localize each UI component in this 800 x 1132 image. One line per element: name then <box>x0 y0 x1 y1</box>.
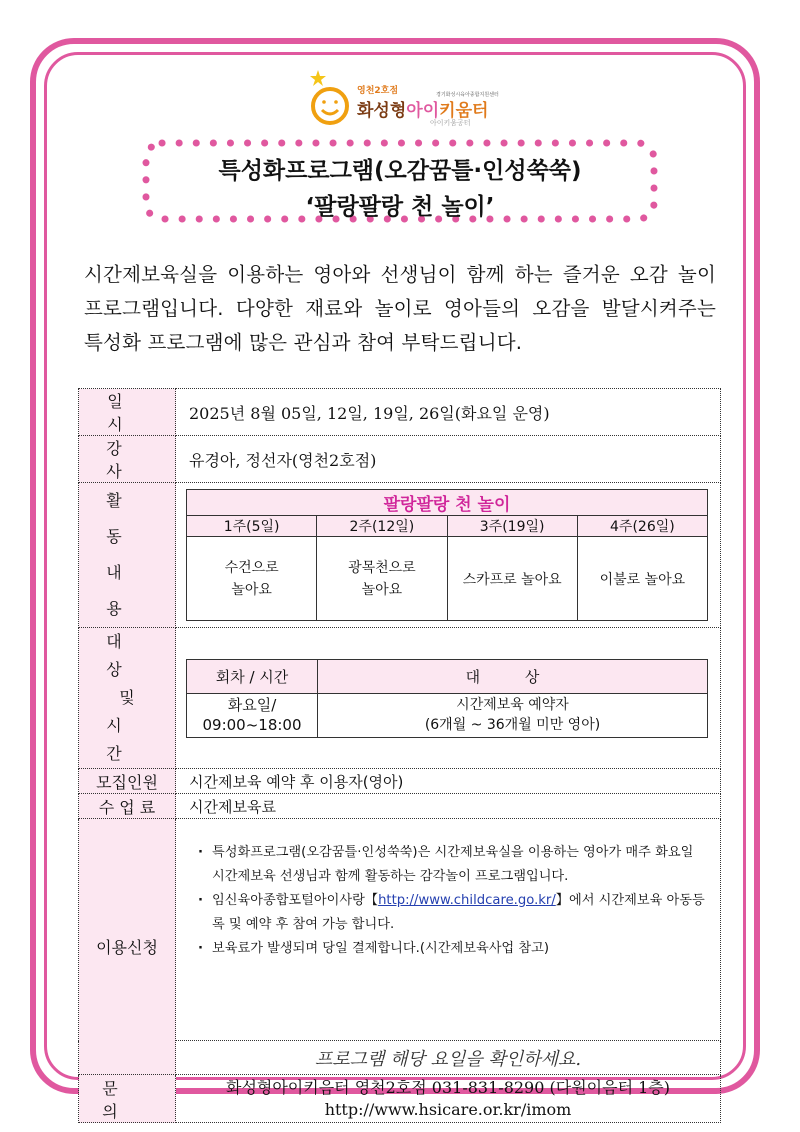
row-recruit <box>79 769 721 794</box>
target-who-line1: 시간제보육 예약자 <box>456 697 569 713</box>
apply-bullet-1 <box>186 841 708 889</box>
row-date <box>79 389 721 436</box>
row-fee <box>79 794 721 819</box>
apply-bullet-1-text: 특성화프로그램(오감꿈틀·인성쑥쑥)은 시간제보육실을 이용하는 영아가 매주 화요일 시간제보육 선생님과 함께 활동하는 감각놀이 프로그램입니다. <box>212 845 694 884</box>
contact-cell <box>176 1075 721 1123</box>
week-2-activity: 광목천으로 놀아요 <box>317 537 447 621</box>
logo-branch: 영천2호점 <box>357 86 399 96</box>
logo-name-part2: 아이 <box>406 101 440 121</box>
target-cell <box>176 628 721 769</box>
apply-bullet-2 <box>186 889 708 937</box>
logo-tagline: 아이키움공터 <box>430 119 471 127</box>
label-apply: 이용신청 <box>79 819 176 1075</box>
target-time-line1: 화요일/ <box>227 696 277 714</box>
week-1-header: 1주(5일) <box>187 516 317 537</box>
target-col2-header: 대 상 <box>318 659 708 693</box>
apply-list <box>186 841 708 961</box>
week-1-activity: 수건으로 놀아요 <box>187 537 317 621</box>
week-4-activity: 이불로 놀아요 <box>577 537 707 621</box>
activity-table-title: 팔랑팔랑 천 놀이 <box>187 490 708 516</box>
row-contact <box>79 1075 721 1123</box>
target-table <box>186 659 708 738</box>
apply-note: 프로그램 해당 요일을 확인하세요. <box>176 1041 721 1075</box>
logo-name-part3: 키움터 <box>439 101 489 121</box>
week-2-header: 2주(12일) <box>317 516 447 537</box>
label-date-text: 일 시 <box>107 392 149 434</box>
info-table <box>78 388 721 1123</box>
label-date <box>79 389 176 436</box>
label-activity-line1: 활 동 <box>106 491 148 546</box>
label-teacher-text: 강 사 <box>106 439 148 481</box>
title-line2: ‘팔랑팔랑 천 놀이’ <box>305 194 495 220</box>
label-fee <box>79 794 176 819</box>
row-activity <box>79 483 721 628</box>
label-fee-text: 수 업 료 <box>98 797 156 817</box>
target-col1-header: 회차 / 시간 <box>187 659 318 693</box>
label-teacher <box>79 436 176 483</box>
week-4-header: 4주(26일) <box>577 516 707 537</box>
week-3-header: 3주(19일) <box>447 516 577 537</box>
value-recruit: 시간제보육 예약 후 이용자(영아) <box>176 769 721 794</box>
value-date: 2025년 8월 05일, 12일, 19일, 26일(화요일 운영) <box>176 389 721 436</box>
intro-paragraph: 시간제보육실을 이용하는 영아와 선생님이 함께 하는 즐거운 오감 놀이 프로그램입니다. 다양한 재료와 놀이로 영아들의 오감을 발달시켜주는 특성화 프로그램에 많은 관심과 참여 부탁드립니다. <box>84 263 716 354</box>
target-time-line2: 09:00~18:00 <box>202 716 302 734</box>
row-target <box>79 628 721 769</box>
logo-org: 경기화성시육아종합지원센터 <box>436 92 499 98</box>
target-time <box>187 693 318 737</box>
target-who <box>318 693 708 737</box>
contact-url[interactable]: http://www.hsicare.or.kr/imom <box>324 1099 572 1119</box>
label-activity <box>79 483 176 628</box>
apply-bullet-3-text: 보육료가 발생되며 당일 결제합니다.(시간제보육사업 참고) <box>212 941 549 956</box>
apply-bullet-2-post: 】에서 시간제보육 아동등록 및 예약 후 참여 가능 합니다. <box>212 893 705 932</box>
label-target <box>79 628 176 769</box>
label-recruit: 모집인원 <box>79 769 176 794</box>
title-line1: 특성화프로그램(오감꿈틀·인성쑥쑥) <box>218 158 582 184</box>
row-apply <box>79 819 721 1041</box>
label-contact-text: 문 의 <box>102 1078 152 1121</box>
label-target-line1: 대 상 <box>106 632 148 679</box>
activity-table <box>186 489 708 621</box>
week-3-activity: 스카프로 놀아요 <box>447 537 577 621</box>
label-contact <box>79 1075 176 1123</box>
target-who-line2: (6개월 ~ 36개월 미만 영아) <box>424 717 601 733</box>
apply-bullet-2-pre: 임신육아종합포털아이사랑【 <box>212 893 379 908</box>
logo-name-part1: 화성형 <box>357 101 407 121</box>
childcare-link[interactable]: http://www.childcare.go.kr/ <box>378 893 556 908</box>
activity-cell <box>176 483 721 628</box>
label-target-line3: 시 간 <box>106 716 148 763</box>
label-target-line2: 및 <box>119 688 135 707</box>
label-activity-line2: 내 용 <box>106 563 148 618</box>
row-note <box>79 1041 721 1075</box>
apply-cell <box>176 819 721 1041</box>
row-teacher <box>79 436 721 483</box>
value-teacher: 유경아, 정선자(영천2호점) <box>176 436 721 483</box>
value-fee: 시간제보육료 <box>176 794 721 819</box>
contact-line1: 화성형아이키음터 영천2호점 031-831-8290 (다원이음터 1층) <box>225 1077 670 1097</box>
apply-bullet-3 <box>186 937 708 961</box>
